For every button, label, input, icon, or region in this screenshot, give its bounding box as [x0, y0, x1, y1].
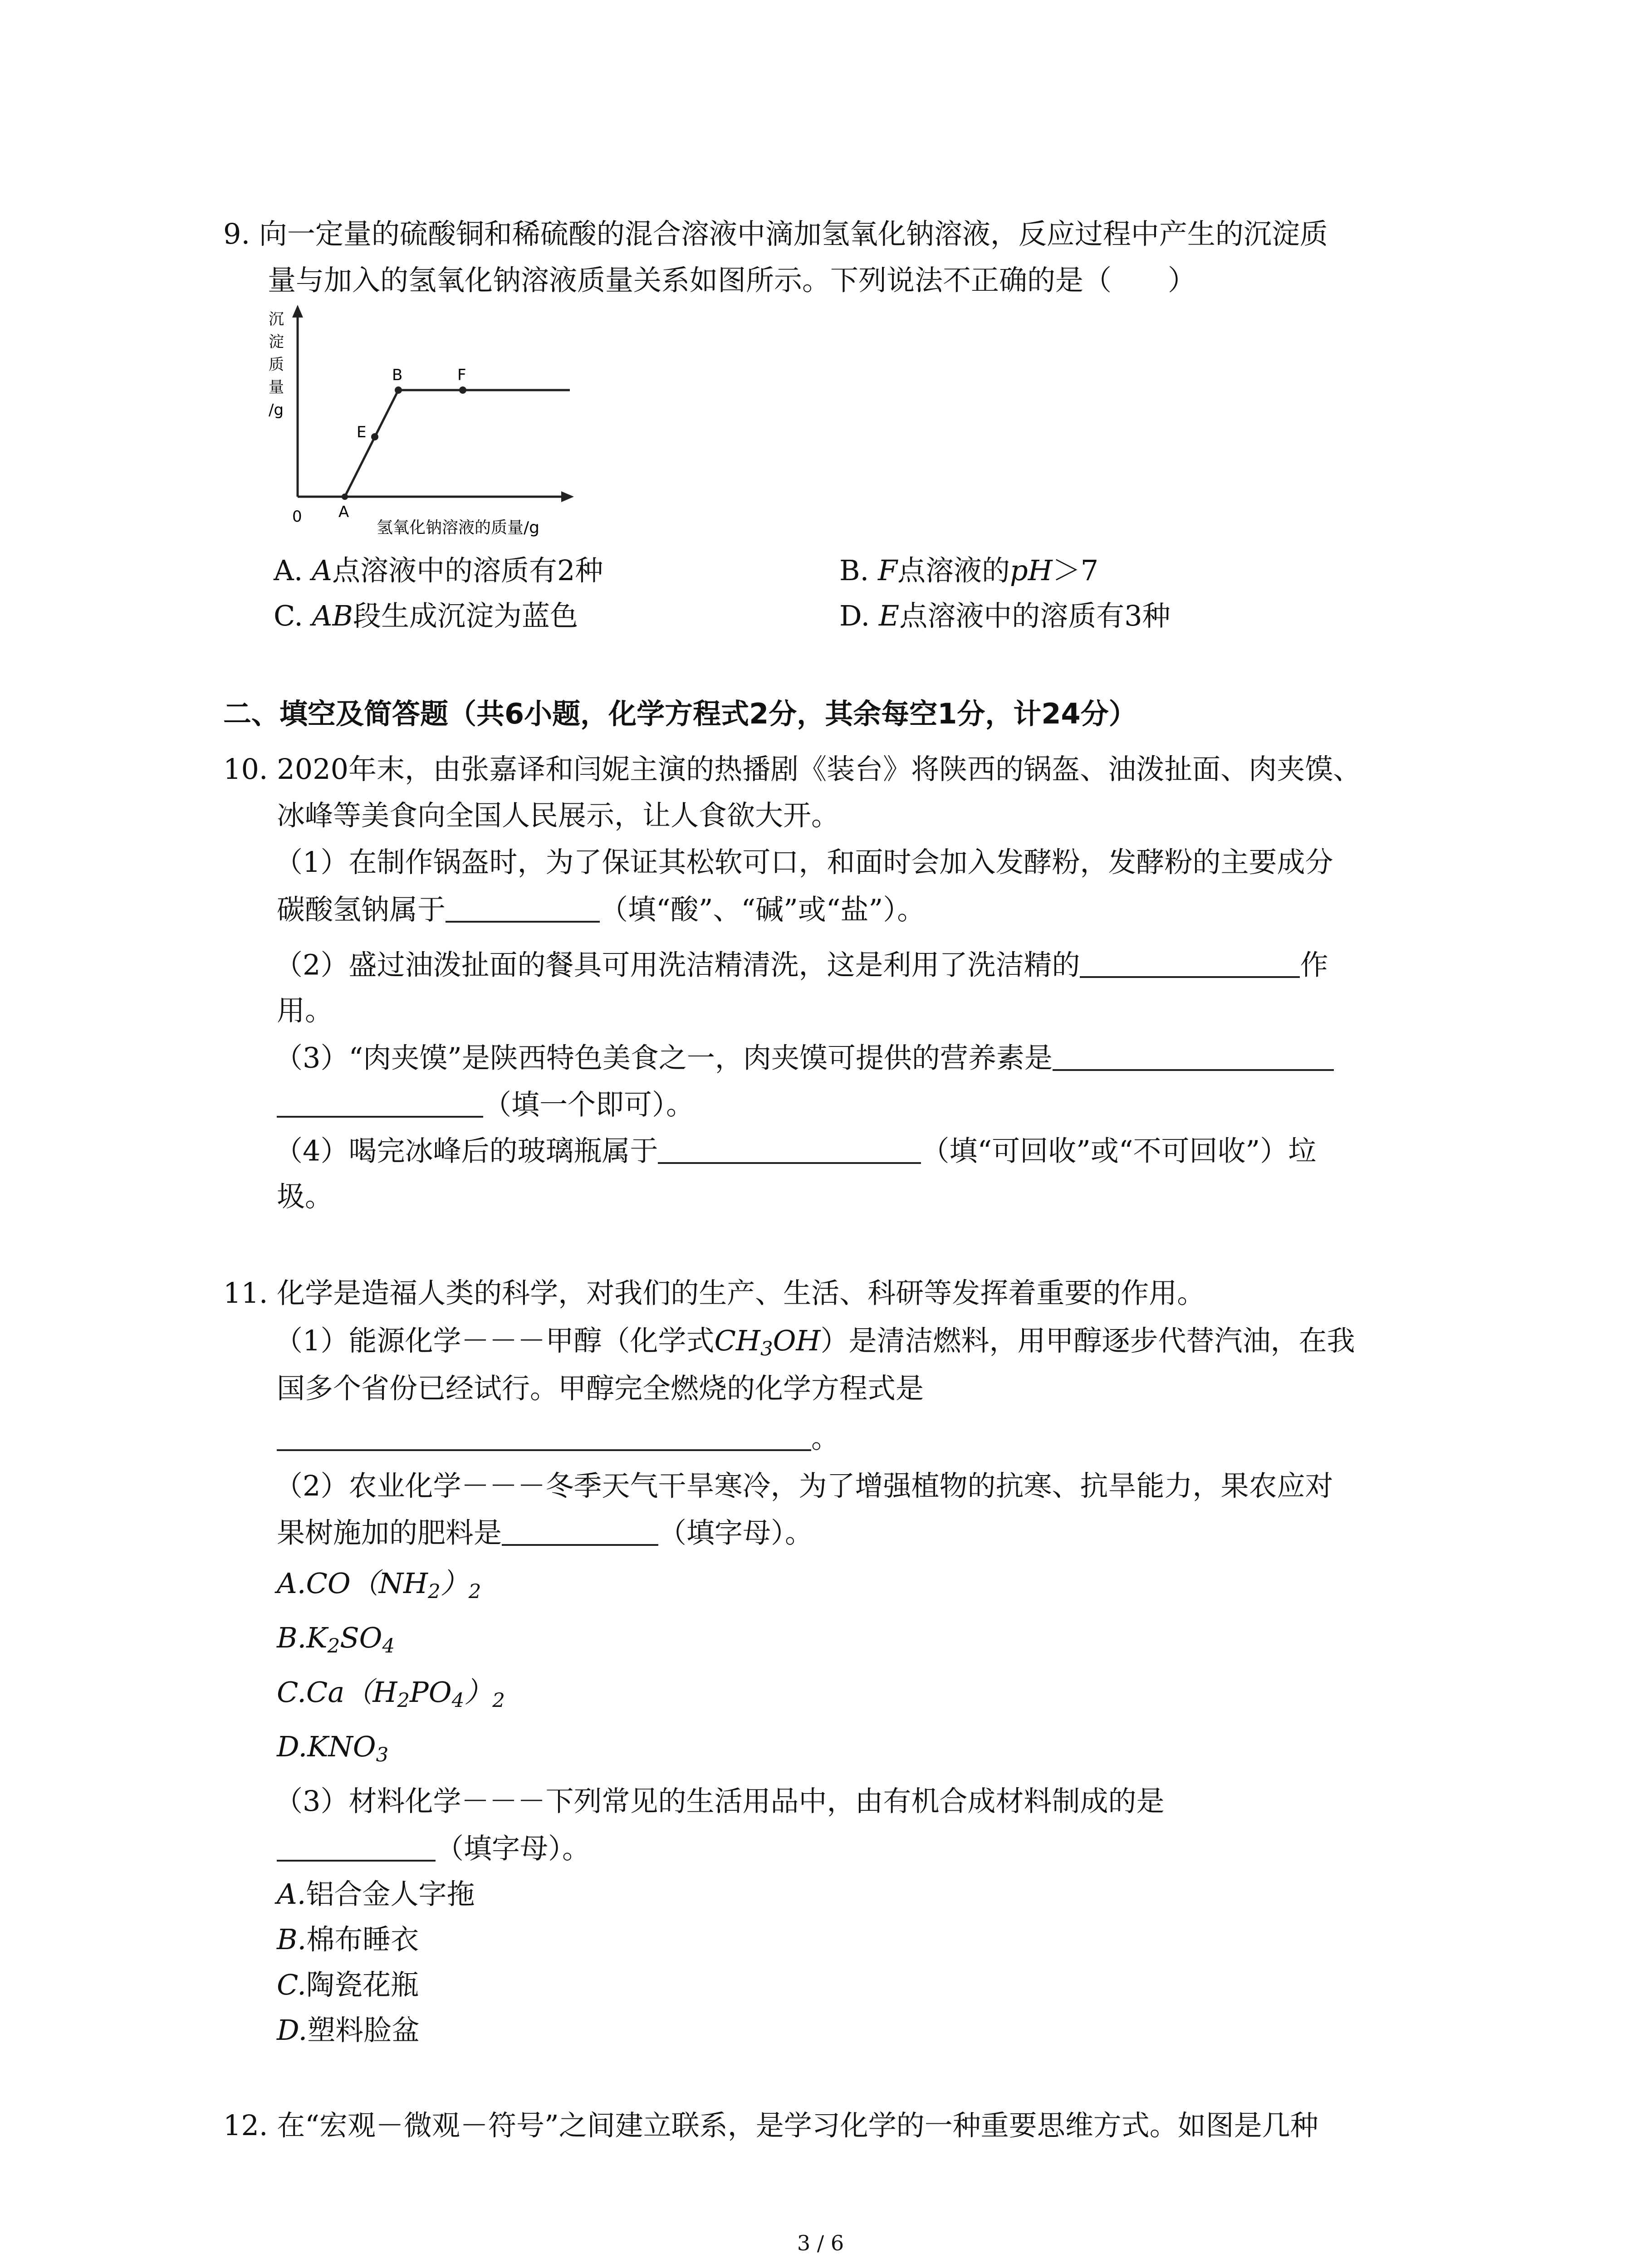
- q9-option-c: C. AB段生成沉淀为蓝色: [274, 599, 578, 632]
- page-number: 3 / 6: [797, 2231, 844, 2255]
- q9-stem-line2: 量与加入的氢氧化钠溶液质量关系如图所示。下列说法不正确的是（ ）: [268, 264, 1196, 297]
- point-B: [395, 386, 402, 394]
- q11-fertilizer-c: $C.Ca(H_2PO_4)_2$: [277, 1676, 505, 1712]
- q11-blank-2[interactable]: [502, 1516, 658, 1546]
- q10-blank-2[interactable]: [1080, 948, 1300, 978]
- y-label-3: 质: [269, 356, 284, 374]
- q11-part2-line2: 果树施加的肥料是 （填字母）。: [277, 1516, 813, 1549]
- q11-blank-1[interactable]: [277, 1421, 811, 1451]
- y-label-1: 沉: [269, 310, 284, 328]
- q11-material-a: A.铝合金人字拖: [277, 1877, 475, 1911]
- y-label-4: 量: [269, 378, 284, 396]
- y-axis-arrow: [292, 305, 303, 318]
- precipitate-curve: [345, 390, 570, 497]
- q10-stem-line1: 10. 2020年末，由张嘉译和闫妮主演的热播剧《装台》将陕西的锅盔、油泼扯面、肉夹馍、: [223, 753, 1362, 786]
- q9-option-b: B. F点溶液的pH＞7: [839, 554, 1099, 587]
- point-E: [371, 433, 378, 440]
- q12-stem-line1: 12. 在“宏观－微观－符号”之间建立联系，是学习化学的一种重要思维方式。如图是几种: [223, 2109, 1318, 2142]
- q10-part1-line2: 碳酸氢钠属于 （填“酸”、“碱”或“盐”）。: [277, 893, 926, 926]
- q9-option-a: A. A点溶液中的溶质有2种: [274, 554, 603, 587]
- q11-part1-line1: （1）能源化学－－－甲醇（化学式$CH_3OH$）是清洁燃料，用甲醇逐步代替汽油，在我: [274, 1324, 1355, 1360]
- label-E: E: [357, 423, 367, 441]
- q10-part4-line2: 圾。: [277, 1180, 333, 1213]
- q10-part3-line2: （填一个即可）。: [277, 1088, 694, 1121]
- q10-part4-line1: （4）喝完冰峰后的玻璃瓶属于 （填“可回收”或“不可回收”）垃: [274, 1134, 1317, 1168]
- q11-fertilizer-b: $B.K_2SO_4$: [277, 1621, 395, 1657]
- q11-stem: 11. 化学是造福人类的科学，对我们的生产、生活、科研等发挥着重要的作用。: [223, 1276, 1205, 1310]
- q10-blank-4[interactable]: [658, 1134, 921, 1164]
- point-F: [459, 386, 466, 394]
- section-2-title: 二、填空及简答题（共6小题，化学方程式2分，其余每空1分，计24分）: [223, 697, 1137, 730]
- q11-fertilizer-d: $D.KNO_3$: [277, 1730, 389, 1766]
- q11-material-d: D.塑料脸盆: [277, 2014, 420, 2047]
- q10-blank-3a[interactable]: [1053, 1041, 1334, 1071]
- y-label-2: 淀: [269, 333, 284, 351]
- q11-part1-line2: 国多个省份已经试行。甲醇完全燃烧的化学方程式是: [277, 1372, 924, 1405]
- q10-blank-3b[interactable]: [277, 1088, 483, 1118]
- q11-material-c: C.陶瓷花瓶: [277, 1968, 419, 2001]
- y-label-5: /g: [269, 401, 284, 419]
- q9-option-d: D. E点溶液中的溶质有3种: [839, 599, 1171, 632]
- x-axis-arrow: [561, 491, 574, 502]
- q11-part2-line1: （2）农业化学－－－冬季天气干旱寒冷，为了增强植物的抗寒、抗旱能力，果农应对: [274, 1469, 1333, 1502]
- q11-material-b: B.棉布睡衣: [277, 1923, 419, 1956]
- x-axis-label: 氢氧化钠溶液的质量/g: [377, 518, 539, 537]
- q11-part3-line2: （填字母）。: [277, 1832, 590, 1865]
- q11-part1-line3: 。: [277, 1421, 839, 1454]
- point-A: [342, 494, 348, 500]
- label-A: A: [338, 503, 349, 521]
- q10-part1-line1: （1）在制作锅盔时，为了保证其松软可口，和面时会加入发酵粉，发酵粉的主要成分: [274, 846, 1333, 879]
- q10-part2-line1: （2）盛过油泼扯面的餐具可用洗洁精清洗，这是利用了洗洁精的 作: [274, 948, 1328, 982]
- q10-part3-line1: （3）“肉夹馍”是陕西特色美食之一，肉夹馍可提供的营养素是: [274, 1041, 1334, 1074]
- q10-part2-line2: 用。: [277, 994, 333, 1027]
- q11-fertilizer-a: $A.CO(NH_2)_2$: [277, 1567, 481, 1603]
- label-F: F: [457, 366, 466, 384]
- origin-label: 0: [292, 508, 302, 526]
- q11-part3-line1: （3）材料化学－－－下列常见的生活用品中，由有机合成材料制成的是: [274, 1784, 1165, 1818]
- label-B: B: [392, 366, 403, 384]
- q9-precipitate-chart: [254, 304, 617, 540]
- q9-stem-line1: 9. 向一定量的硫酸铜和稀硫酸的混合溶液中滴加氢氧化钠溶液，反应过程中产生的沉淀质: [223, 217, 1328, 250]
- q10-stem-line2: 冰峰等美食向全国人民展示，让人食欲大开。: [277, 799, 840, 832]
- q11-blank-3[interactable]: [277, 1832, 436, 1862]
- q10-blank-1[interactable]: [446, 893, 600, 923]
